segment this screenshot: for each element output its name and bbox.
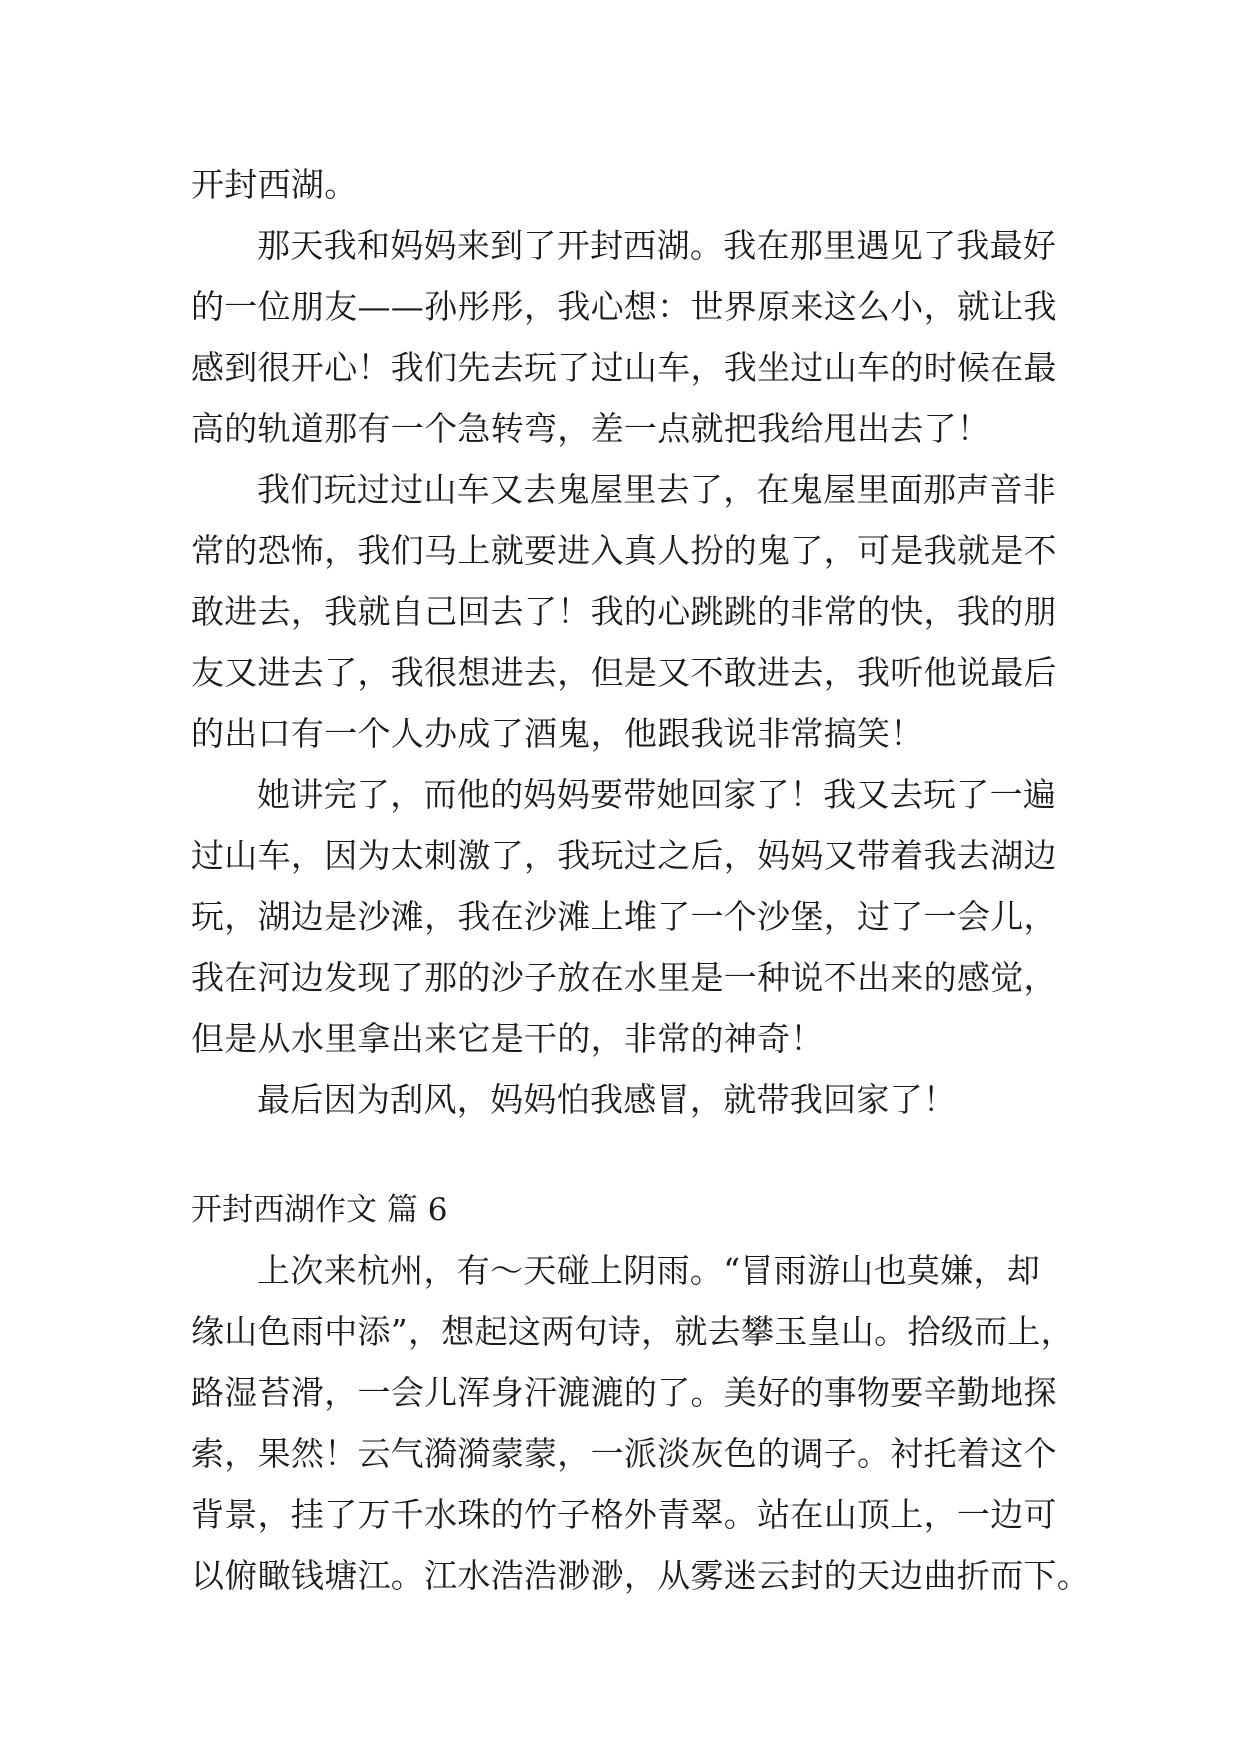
text-line: 过山车，因为太刺激了，我玩过之后，妈妈又带着我去湖边 xyxy=(191,836,1057,875)
paragraph-start-line: 上次来杭州，有～天碰上阴雨。“冒雨游山也莫嫌，却 xyxy=(257,1251,1041,1290)
text-line: 以俯瞰钱塘江。江水浩浩渺渺，从雾迷云封的天边曲折而下。 xyxy=(191,1556,1091,1595)
text-line: 敢进去，我就自己回去了！我的心跳跳的非常的快，我的朋 xyxy=(191,592,1057,631)
paragraph-start-line: 她讲完了，而他的妈妈要带她回家了！我又去玩了一遍 xyxy=(257,775,1057,814)
text-line: 缘山色雨中添”，想起这两句诗，就去攀玉皇山。拾级而上， xyxy=(191,1312,1074,1351)
paragraph-start-line: 最后因为刮风，妈妈怕我感冒，就带我回家了！ xyxy=(257,1080,957,1119)
text-line: 友又进去了，我很想进去，但是又不敢进去，我听他说最后 xyxy=(191,653,1057,692)
text-line: 背景，挂了万千水珠的竹子格外青翠。站在山顶上，一边可 xyxy=(191,1495,1057,1534)
text-line: 感到很开心！我们先去玩了过山车，我坐过山车的时候在最 xyxy=(191,348,1057,387)
text-line: 的出口有一个人办成了酒鬼，他跟我说非常搞笑！ xyxy=(191,714,924,753)
text-line: 的一位朋友——孙彤彤，我心想：世界原来这么小，就让我 xyxy=(191,287,1057,326)
text-line: 路湿苔滑，一会儿浑身汗漉漉的了。美好的事物要辛勤地探 xyxy=(191,1373,1057,1412)
text-line: 我在河边发现了那的沙子放在水里是一种说不出来的感觉， xyxy=(191,958,1057,997)
section-heading: 开封西湖作文 篇 6 xyxy=(191,1192,448,1228)
text-line: 玩，湖边是沙滩，我在沙滩上堆了一个沙堡，过了一会儿， xyxy=(191,897,1057,936)
paragraph-start-line: 那天我和妈妈来到了开封西湖。我在那里遇见了我最好 xyxy=(257,226,1057,265)
text-line: 但是从水里拿出来它是干的，非常的神奇！ xyxy=(191,1019,824,1058)
text-line: 高的轨道那有一个急转弯，差一点就把我给甩出去了！ xyxy=(191,409,991,448)
text-line: 索，果然！云气漪漪蒙蒙，一派淡灰色的调子。衬托着这个 xyxy=(191,1434,1057,1473)
text-line: 开封西湖。 xyxy=(191,165,358,204)
paragraph-start-line: 我们玩过过山车又去鬼屋里去了，在鬼屋里面那声音非 xyxy=(257,470,1057,509)
text-line: 常的恐怖，我们马上就要进入真人扮的鬼了，可是我就是不 xyxy=(191,531,1057,570)
